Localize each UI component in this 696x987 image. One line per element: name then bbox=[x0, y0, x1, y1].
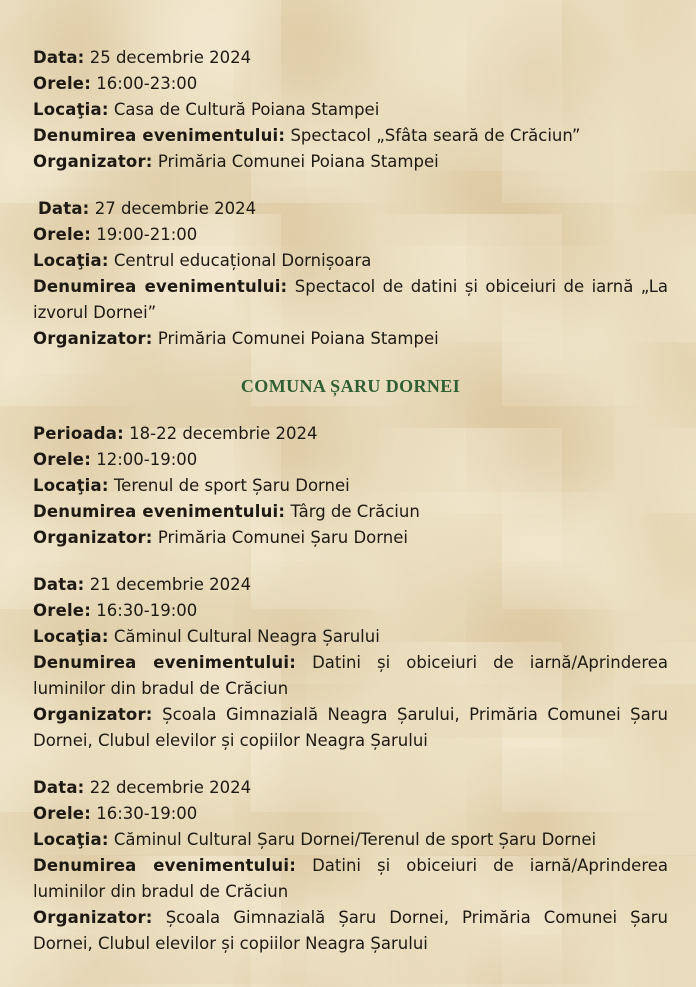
field-denumirea bbox=[33, 650, 668, 702]
field-label: Perioada: bbox=[33, 424, 124, 443]
field-value: Terenul de sport Șaru Dornei bbox=[113, 476, 350, 495]
field-value: Centrul educațional Dornișoara bbox=[113, 251, 372, 270]
field-label: Orele: bbox=[33, 601, 91, 620]
field-value: 22 decembrie 2024 bbox=[89, 778, 252, 797]
field-label: Organizator: bbox=[33, 329, 153, 348]
field-value: 12:00-19:00 bbox=[96, 450, 198, 469]
field-label: Denumirea evenimentului: bbox=[33, 277, 288, 296]
field-orele bbox=[33, 598, 668, 624]
field-label: Orele: bbox=[33, 225, 91, 244]
field-value: Școala Gimnazială Șaru Dornei, Primăria Comunei Șaru Dornei, Clubul elevilor și copiilor Neagra Șarului bbox=[33, 908, 668, 953]
field-label: Organizator: bbox=[33, 152, 153, 171]
field-perioada bbox=[33, 421, 668, 447]
field-label: Denumirea evenimentului: bbox=[33, 126, 286, 145]
field-orele bbox=[33, 222, 668, 248]
field-data bbox=[33, 572, 668, 598]
field-denumirea bbox=[33, 853, 668, 905]
field-label: Orele: bbox=[33, 804, 91, 823]
field-label: Locaţia: bbox=[33, 100, 109, 119]
field-value: Căminul Cultural Neagra Șarului bbox=[113, 627, 380, 646]
field-value: Primăria Comunei Șaru Dornei bbox=[157, 528, 408, 547]
field-value: Primăria Comunei Poiana Stampei bbox=[157, 152, 439, 171]
field-locatia bbox=[33, 97, 668, 123]
event-block-5 bbox=[33, 775, 668, 957]
field-label: Data: bbox=[33, 778, 85, 797]
field-organizator bbox=[33, 149, 668, 175]
field-label: Organizator: bbox=[33, 705, 153, 724]
field-label: Data: bbox=[38, 199, 90, 218]
field-data bbox=[33, 45, 668, 71]
field-value: 16:30-19:00 bbox=[96, 601, 198, 620]
field-locatia bbox=[33, 473, 668, 499]
field-locatia bbox=[33, 624, 668, 650]
field-denumirea bbox=[33, 123, 668, 149]
field-locatia bbox=[33, 827, 668, 853]
field-label: Denumirea evenimentului: bbox=[33, 502, 286, 521]
field-orele bbox=[33, 801, 668, 827]
field-denumirea bbox=[33, 499, 668, 525]
field-value: 21 decembrie 2024 bbox=[89, 575, 252, 594]
field-label: Denumirea evenimentului: bbox=[33, 856, 297, 875]
event-block-1 bbox=[33, 45, 668, 175]
field-denumirea bbox=[33, 274, 668, 326]
section-heading-comuna-saru-dornei: COMUNA ȘARU DORNEI bbox=[240, 376, 461, 396]
field-organizator bbox=[33, 702, 668, 754]
field-data bbox=[33, 775, 668, 801]
field-label: Locaţia: bbox=[33, 627, 109, 646]
field-label: Locaţia: bbox=[33, 830, 109, 849]
field-value: Târg de Crăciun bbox=[290, 502, 420, 521]
field-label: Orele: bbox=[33, 74, 91, 93]
field-value: Datini și obiceiuri de iarnă/Aprinderea luminilor din bradul de Crăciun bbox=[33, 653, 669, 698]
field-locatia bbox=[33, 248, 668, 274]
field-label: Locaţia: bbox=[33, 251, 109, 270]
field-value: Datini și obiceiuri de iarnă/Aprinderea luminilor din bradul de Crăciun bbox=[33, 856, 669, 901]
field-value: 18-22 decembrie 2024 bbox=[129, 424, 318, 443]
field-data bbox=[33, 196, 668, 222]
field-organizator bbox=[33, 326, 668, 352]
field-value: Primăria Comunei Poiana Stampei bbox=[157, 329, 439, 348]
field-value: 25 decembrie 2024 bbox=[89, 48, 252, 67]
field-label: Data: bbox=[33, 48, 85, 67]
event-block-3 bbox=[33, 421, 668, 551]
field-label: Denumirea evenimentului: bbox=[33, 653, 297, 672]
field-label: Organizator: bbox=[33, 908, 153, 927]
field-organizator bbox=[33, 905, 668, 957]
field-label: Organizator: bbox=[33, 528, 153, 547]
field-value: 27 decembrie 2024 bbox=[94, 199, 257, 218]
field-orele bbox=[33, 71, 668, 97]
field-value: Căminul Cultural Șaru Dornei/Terenul de sport Șaru Dornei bbox=[113, 830, 597, 849]
field-value: 16:30-19:00 bbox=[96, 804, 198, 823]
field-orele bbox=[33, 447, 668, 473]
field-value: Școala Gimnazială Neagra Șarului, Primăria Comunei Șaru Dornei, Clubul elevilor și copiilor Neagra Șarului bbox=[33, 705, 668, 750]
field-value: Spectacol de datini și obiceiuri de iarnă „La izvorul Dornei” bbox=[33, 277, 668, 322]
field-value: 16:00-23:00 bbox=[96, 74, 198, 93]
event-block-4 bbox=[33, 572, 668, 754]
field-organizator bbox=[33, 525, 668, 551]
field-value: Casa de Cultură Poiana Stampei bbox=[113, 100, 380, 119]
field-label: Locaţia: bbox=[33, 476, 109, 495]
field-label: Orele: bbox=[33, 450, 91, 469]
field-value: Spectacol „Sfâta seară de Crăciun” bbox=[290, 126, 581, 145]
field-label: Data: bbox=[33, 575, 85, 594]
event-block-2 bbox=[33, 196, 668, 352]
field-value: 19:00-21:00 bbox=[96, 225, 198, 244]
